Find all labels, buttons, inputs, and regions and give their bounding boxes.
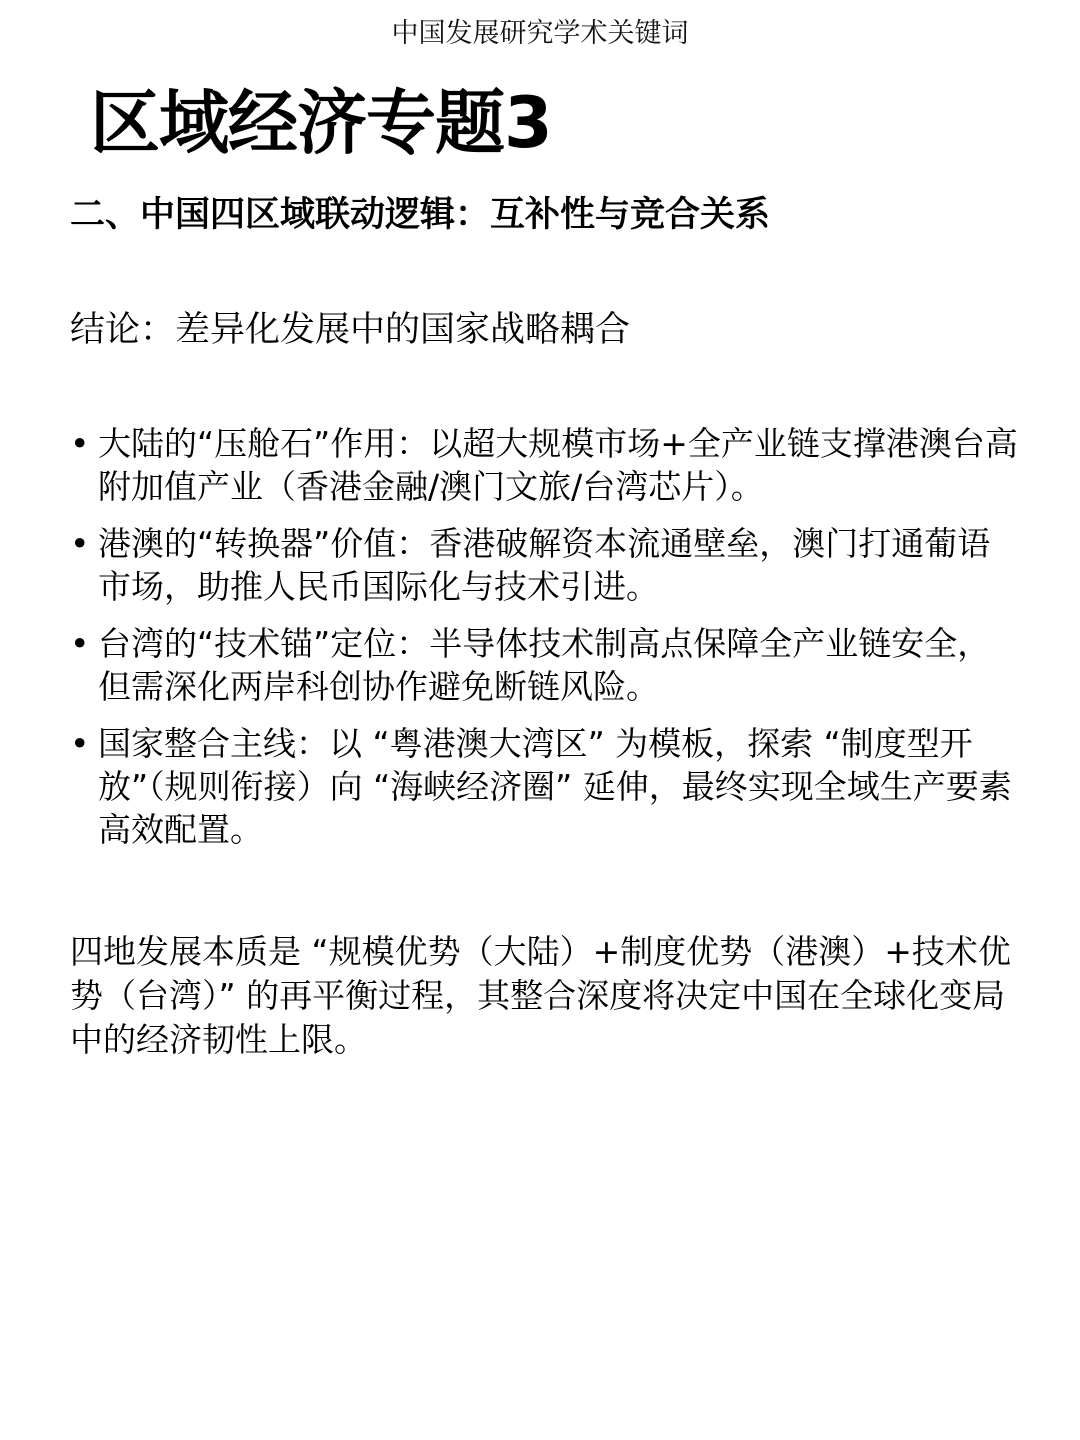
bullet-text: 台湾的“技术锚”定位：半导体技术制高点保障全产业链安全，但需深化两岸科创协作避免断链风险。 — [98, 624, 991, 706]
bullet-icon: • — [70, 524, 90, 563]
page-title: 区域经济专题3 — [90, 82, 552, 164]
page-header: 中国发展研究学术关键词 — [391, 18, 689, 49]
list-item — [70, 522, 1020, 608]
bullet-icon: • — [70, 724, 90, 763]
bullet-icon: • — [70, 624, 90, 663]
bullet-text: 大陆的“压舱石”作用：以超大规模市场+全产业链支撑港澳台高附加值产业（香港金融/澳门文旅/台湾芯片）。 — [98, 424, 1018, 506]
summary-paragraph: 四地发展本质是 “规模优势（大陆）+制度优势（港澳）+技术优势（台湾）” 的再平衡过程，其整合深度将决定中国在全球化变局中的经济韧性上限。 — [70, 932, 1011, 1059]
bullet-icon: • — [70, 424, 90, 463]
list-item — [70, 422, 1020, 508]
list-item — [70, 722, 1020, 851]
bullet-list — [70, 422, 1020, 865]
conclusion-heading: 结论：差异化发展中的国家战略耦合 — [70, 310, 631, 350]
bullet-text: 国家整合主线：以 “粤港澳大湾区” 为模板，探索 “制度型开放”（规则衔接）向 “海峡经济圈” 延伸，最终实现全域生产要素高效配置。 — [98, 724, 1012, 849]
section-heading: 二、中国四区域联动逻辑：互补性与竞合关系 — [70, 195, 771, 235]
list-item — [70, 622, 1020, 708]
bullet-text: 港澳的“转换器”价值：香港破解资本流通壁垒，澳门打通葡语市场，助推人民币国际化与技术引进。 — [98, 524, 991, 606]
